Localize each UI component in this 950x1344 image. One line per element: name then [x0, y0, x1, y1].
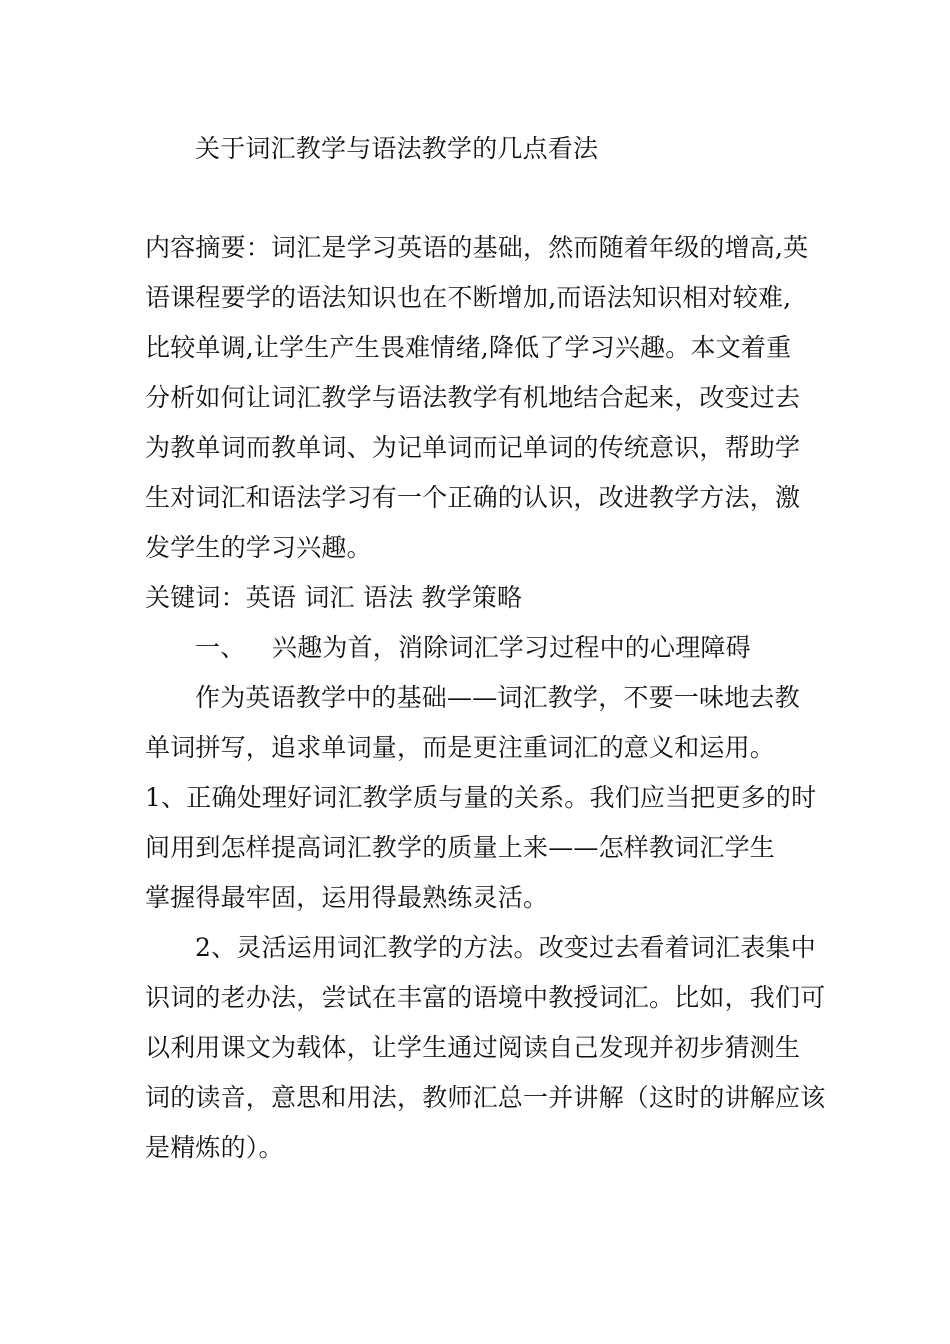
abstract-line: 发学生的学习兴趣。 — [145, 533, 372, 562]
keywords-line: 关键词：英语 词汇 语法 教学策略 — [145, 583, 523, 612]
abstract-line: 语课程要学的语法知识也在不断增加,而语法知识相对较难, — [145, 283, 792, 312]
paragraph-line: 单词拼写，追求单词量，而是更注重词汇的意义和运用。 — [145, 733, 776, 762]
abstract-line: 内容摘要：词汇是学习英语的基础，然而随着年级的增高,英 — [145, 233, 809, 262]
document-title: 关于词汇教学与语法教学的几点看法 — [195, 134, 599, 163]
list-item-line: 识词的老办法，尝试在丰富的语境中教授词汇。比如，我们可 — [145, 983, 826, 1012]
section-number: 一、 — [195, 633, 246, 662]
list-item-line: 是精炼的）。 — [145, 1133, 284, 1162]
abstract-line: 生对词汇和语法学习有一个正确的认识，改进教学方法，激 — [145, 483, 801, 512]
list-item-line: 2、灵活运用词汇教学的方法。改变过去看着词汇表集中 — [195, 933, 816, 962]
section-heading: 兴趣为首，消除词汇学习过程中的心理障碍 — [272, 633, 751, 662]
list-item-line: 1、正确处理好词汇教学质与量的关系。我们应当把更多的时 — [145, 783, 817, 812]
list-item-line: 间用到怎样提高词汇教学的质量上来——怎样教词汇学生 — [145, 833, 776, 862]
paragraph-line: 作为英语教学中的基础——词汇教学，不要一味地去教 — [195, 683, 800, 712]
list-item-line: 词的读音，意思和用法，教师汇总一并讲解（这时的讲解应该 — [145, 1083, 826, 1112]
abstract-line: 为教单词而教单词、为记单词而记单词的传统意识，帮助学 — [145, 433, 801, 462]
abstract-line: 比较单调,让学生产生畏难情绪,降低了学习兴趣。本文着重 — [145, 333, 792, 362]
abstract-line: 分析如何让词汇教学与语法教学有机地结合起来，改变过去 — [145, 383, 801, 412]
list-item-line: 以利用课文为载体，让学生通过阅读自己发现并初步猜测生 — [145, 1033, 801, 1062]
list-item-line: 掌握得最牢固，运用得最熟练灵活。 — [145, 883, 549, 912]
